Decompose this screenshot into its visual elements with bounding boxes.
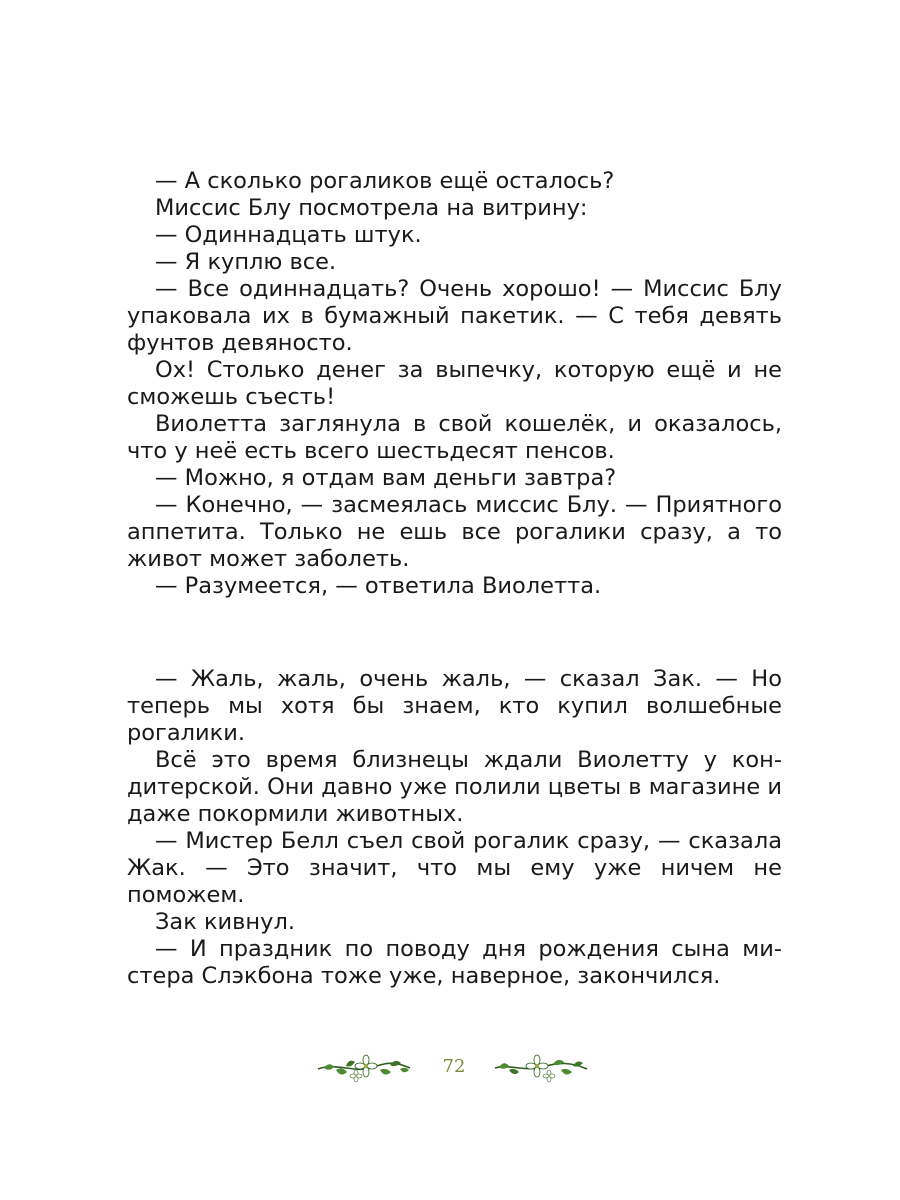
paragraph: Миссис Блу посмотрела на витрину: <box>155 195 588 221</box>
text-section-2 <box>127 666 782 990</box>
page-footer <box>0 1050 900 1090</box>
paragraph: — И праздник по поводу дня рождения сына мистера Слэкбона тоже уже, наверное, закончился. <box>127 936 782 989</box>
paragraph: — Одиннадцать штук. <box>155 222 422 248</box>
paragraph: — Я куплю все. <box>155 249 337 275</box>
paragraph: — Мистер Белл съел свой рогалик сразу, — сказала Жак. — Это значит, что мы ему уже ничем не поможем. <box>127 828 782 908</box>
paragraph: — Конечно, — засмеялась миссис Блу. — Приятного аппетита. Только не ешь все рогалики сразу, а то живот может заболеть. <box>127 492 782 572</box>
paragraph: Ох! Столько денег за выпечку, которую ещё и не сможешь съесть! <box>127 357 782 410</box>
paragraph: — Можно, я отдам вам деньги завтра? <box>155 465 617 491</box>
paragraph: Зак кивнул. <box>155 909 295 935</box>
paragraph: — А сколько рогаликов ещё осталось? <box>155 168 615 194</box>
page-number: 72 <box>442 1056 466 1077</box>
paragraph: Виолетта заглянула в свой кошелёк, и оказалось, что у неё есть всего шестьдесят пенсов. <box>127 411 782 464</box>
floral-vine-icon <box>493 1052 589 1084</box>
floral-vine-icon <box>316 1052 412 1084</box>
paragraph: Всё это время близнецы ждали Виолетту у кондитерской. Они давно уже полили цветы в магазине и даже покормили животных. <box>127 747 782 827</box>
text-section-1 <box>127 168 782 600</box>
paragraph: — Все одиннадцать? Очень хорошо! — Миссис Блу упаковала их в бумажный пакетик. — С тебя девять фунтов девяносто. <box>127 276 782 356</box>
paragraph: — Жаль, жаль, очень жаль, — сказал Зак. — Но теперь мы хотя бы знаем, кто купил волшебные рогалики. <box>127 666 782 746</box>
paragraph: — Разумеется, — ответила Виолетта. <box>155 573 602 599</box>
